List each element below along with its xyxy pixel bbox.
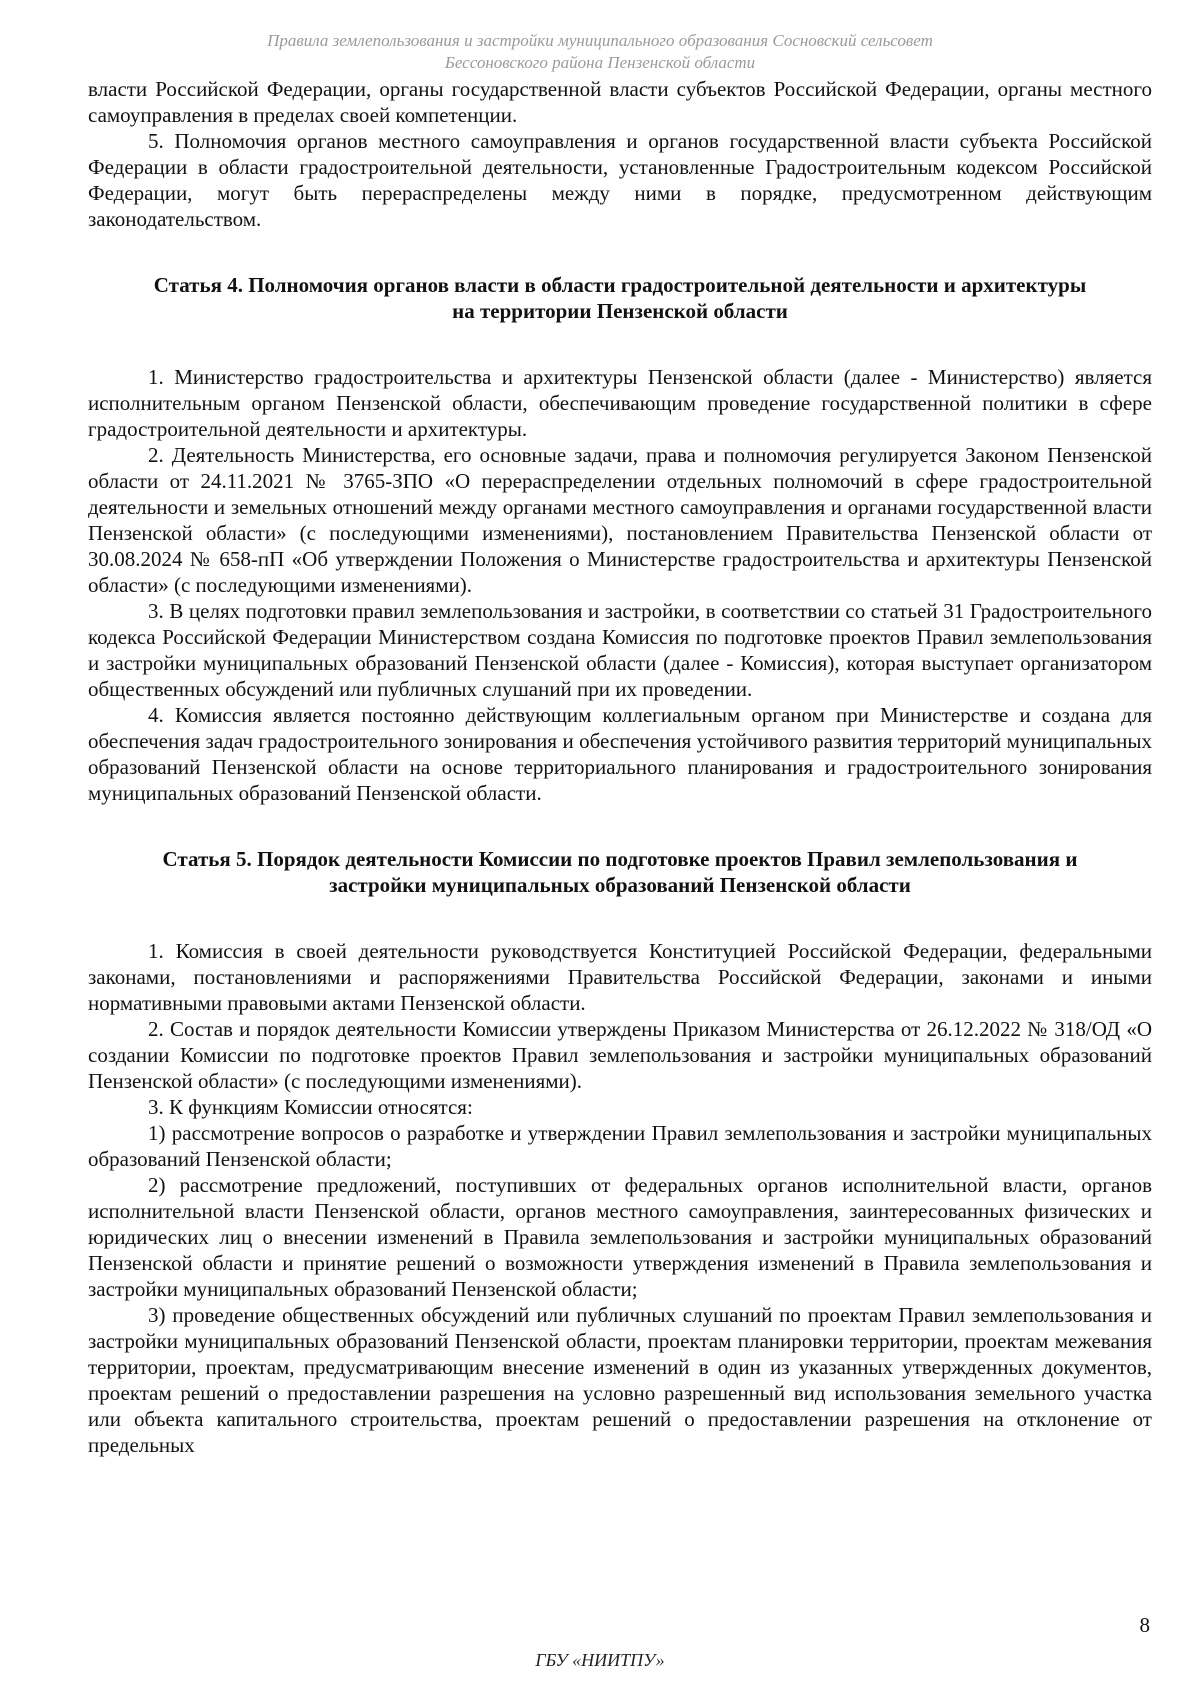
running-header: [120, 30, 1080, 74]
article-5-item-2: 2. Состав и порядок деятельности Комиссии утверждены Приказом Министерства от 26.12.2022 № 318/ОД «О создании Комиссии по подготовке проектов Правил землепользования и застройки муниципальных образований Пензенской области» (с последующими изменениями).: [88, 1017, 1152, 1093]
article-5-function-1: 1) рассмотрение вопросов о разработке и утверждении Правил землепользования и застройки муниципальных образований Пензенской области;: [88, 1121, 1152, 1171]
running-footer: ГБУ «НИИТПУ»: [535, 1650, 665, 1670]
article-5-title: Статья 5. Порядок деятельности Комиссии по подготовке проектов Правил землепользования и застройки муниципальных образований Пензенской области: [162, 847, 1078, 897]
article-5-item-1: 1. Комиссия в своей деятельности руководствуется Конституцией Российской Федерации, федеральными законами, постановлениями и распоряжениями Правительства Российской Федерации, законами и иными нормативными правовыми актами Пензенской области.: [88, 939, 1152, 1015]
article-4-item-3: 3. В целях подготовки правил землепользования и застройки, в соответствии со статьей 31 Градостроительного кодекса Российской Федерации Министерством создана Комиссия по подготовке проектов Правил землепользования и застройки муниципальных образований Пензенской области (далее - Комиссия), которая выступает организатором общественных обсуждений или публичных слушаний при их проведении.: [88, 599, 1152, 701]
article-4-item-2: 2. Деятельность Министерства, его основные задачи, права и полномочия регулируется Законом Пензенской области от 24.11.2021 № 3765-ЗПО «О перераспределении отдельных полномочий в сфере градостроительной деятельности и земельных отношений между органами местного самоуправления и органами государственной власти Пензенской области» (с последующими изменениями), постановлением Правительства Пензенской области от 30.08.2024 № 658-пП «Об утверждении Положения о Министерстве градостроительства и архитектуры Пензенской области» (с последующими изменениями).: [88, 443, 1152, 597]
article-5-function-2: 2) рассмотрение предложений, поступивших от федеральных органов исполнительной власти, органов исполнительной власти Пензенской области, органов местного самоуправления, заинтересованных физических и юридических лиц о внесении изменений в Правила землепользования и застройки муниципальных образований Пензенской области и принятие решений о возможности утверждения изменений в Правила землепользования и застройки муниципальных образований Пензенской области;: [88, 1173, 1152, 1301]
document-body: [88, 76, 1152, 1458]
running-header-line-2: Бессоновского района Пензенской области: [444, 53, 756, 72]
paragraph-item-5: 5. Полномочия органов местного самоуправления и органов государственной власти субъекта Российской Федерации в области градостроительной деятельности, установленные Градостроительным кодексом Российской Федерации, могут быть перераспределены между ними в порядке, предусмотренном действующим законодательством.: [88, 129, 1152, 231]
article-4-title: Статья 4. Полномочия органов власти в области градостроительной деятельности и архитектуры на территории Пензенской области: [153, 273, 1087, 323]
paragraph-continued: власти Российской Федерации, органы государственной власти субъектов Российской Федерации, органы местного самоуправления в пределах своей компетенции.: [88, 77, 1152, 127]
article-5-function-3: 3) проведение общественных обсуждений или публичных слушаний по проектам Правил землепользования и застройки муниципальных образований Пензенской области, проектам планировки территории, проектам межевания территории, проектам, предусматривающим внесение изменений в один из указанных утвержденных документов, проектам решений о предоставлении разрешения на условно разрешенный вид использования земельного участка или объекта капитального строительства, проектам решений о предоставлении разрешения на отклонение от предельных: [88, 1303, 1152, 1457]
running-header-line-1: Правила землепользования и застройки муниципального образования Сосновский сельсовет: [267, 31, 933, 50]
article-4-item-1: 1. Министерство градостроительства и архитектуры Пензенской области (далее - Министерство) является исполнительным органом Пензенской области, обеспечивающим проведение государственной политики в сфере градостроительной деятельности и архитектуры.: [88, 365, 1152, 441]
page-number: 8: [1139, 1613, 1150, 1637]
article-4-item-4: 4. Комиссия является постоянно действующим коллегиальным органом при Министерстве и создана для обеспечения задач градостроительного зонирования и обеспечения устойчивого развития территорий муниципальных образований Пензенской области на основе территориального планирования и градостроительного зонирования муниципальных образований Пензенской области.: [88, 703, 1152, 805]
article-5-item-3: 3. К функциям Комиссии относятся:: [148, 1095, 473, 1119]
